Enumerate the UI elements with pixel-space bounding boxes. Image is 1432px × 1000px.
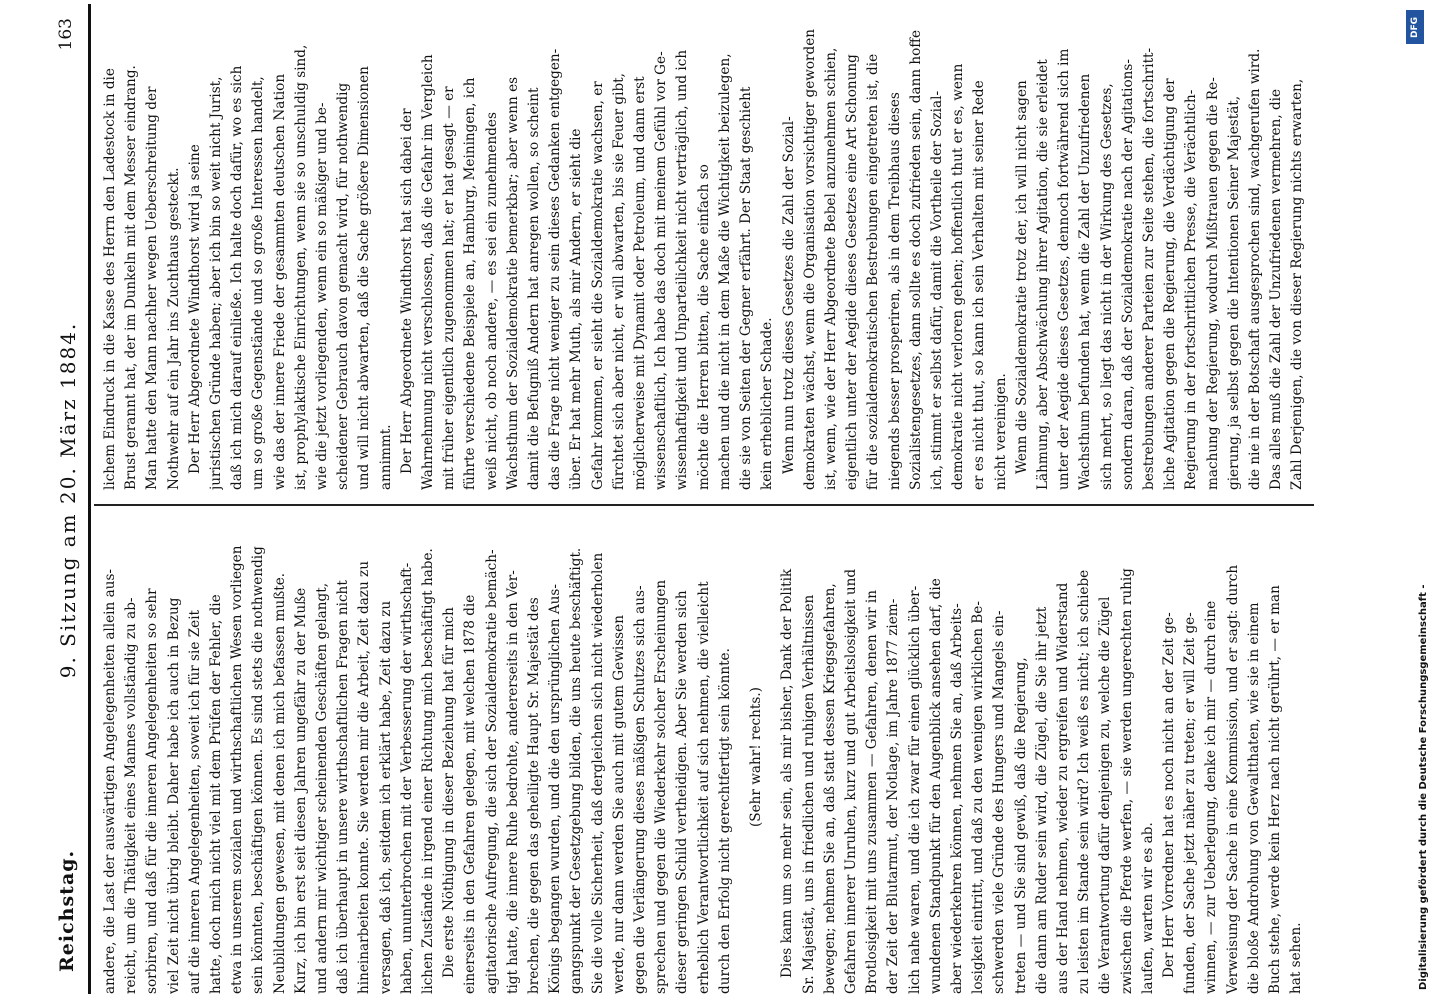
text-line: gangspunkt der Gesetzgebung bilden, die uns heute beschäftigt. [568, 547, 585, 994]
text-line: durch den Erfolg nicht gerechtfertigt sein könnte. [716, 648, 733, 994]
text-line: wie das der innere Friede der gesammten deutschen Nation [271, 73, 288, 490]
dfg-logo: DFG [1406, 10, 1424, 44]
text-line: versagen, daß ich, seitdem ich erklärt habe, Zeit dazu zu [377, 600, 394, 994]
text-line: unter der Aegide dieses Gesetzes, dennoch fortwährend sich im [1056, 48, 1073, 490]
text-line: Sr. Majestät, uns in friedlichen und ruhigen Verhältnissen [800, 594, 817, 994]
text-line: er es nicht thut, so kann ich sein Verhalten mit seiner Rede [971, 80, 988, 490]
text-line: Der Herr Vorredner hat es noch nicht an der Zeit ge- [1160, 612, 1177, 978]
text-line: aus der Hand nehmen, wieder zu ergreifen und Widerstand [1054, 582, 1071, 994]
text-line: lichen Zustände in irgend einer Richtung mich beschäftigt habe. [420, 548, 437, 994]
text-line: zu leisten im Stande sein wird? Ich weiß es nicht; ich schiebe [1076, 569, 1093, 994]
text-line: führte verschiedene Beispiele an, Hamburg, Meiningen, ich [462, 77, 479, 490]
text-line: nicht vereinigen. [992, 373, 1009, 490]
text-line: fürchtet sich aber nicht, er will abwarten, bis sie Feuer gibt, [610, 73, 627, 490]
text-line: die Verantwortung dafür denjenigen zu, welche die Zügel [1097, 596, 1114, 994]
text-line: Der Herr Abgeordnete Windthorst hat sich dabei der [398, 108, 415, 474]
text-line: sich mehrt, so liegt das nicht in der Wirkung des Gesetzes, [1098, 83, 1115, 490]
text-line: auf die inneren Angelegenheiten, soweit ich für sie Zeit [186, 609, 203, 994]
text-line: sorbiren, und daß für die inneren Angelegenheiten so sehr [144, 588, 161, 994]
text-line: wissenhaftigkeit und Unparteilichkeit nicht verträglich, und ich [674, 49, 691, 490]
text-line: Gefahren innerer Unruhen, kurz und gut Arbeitslosigkeit und [842, 568, 859, 994]
text-line: das die Frage nicht weniger zu sein dieses Gedanken entgegen- [547, 48, 564, 490]
text-line: aber wiederkehren können, nehmen Sie an, daß Arbeits- [948, 603, 965, 994]
text-line: Brust gerannt hat, der im Dunkeln mit dem Messer eindrang. [123, 65, 140, 490]
text-line: damit die Befugniß Andern hat anregen wollen, so scheint [526, 87, 543, 490]
text-line: Zahl Derjenigen, die von dieser Regierung nichts erwarten, [1289, 78, 1306, 490]
text-line: Man hatte den Mann nachher wegen Ueberschreitung der [144, 86, 161, 490]
text-line: Kurz, ich bin erst seit diesen Jahren ungefähr zu der Muße [292, 587, 309, 994]
text-line: Neubildungen gewesen, mit denen ich mich befassen mußte. [271, 572, 288, 994]
text-line: demokratie nicht verloren gehen; hoffentlich thut er es, wenn [950, 63, 967, 490]
text-line: machung der Regierung, wodurch Mißtrauen gegen die Re- [1204, 77, 1221, 490]
text-line: Die erste Nöthigung in dieser Beziehung hat für mich [441, 607, 458, 978]
text-line: mit früher eigentlich zugenommen hat; er hat gesagt — er [441, 86, 458, 490]
text-line: losigkeit eintritt, und daß zu den wenigen wirklichen Be- [970, 601, 987, 994]
text-line: scheidener Gebrauch davon gemacht wird, für nothwendig [335, 82, 352, 490]
text-line: treten — und Sie sind gewiß, daß die Regierung, [1012, 657, 1029, 994]
text-line: Der Herr Abgeordnete Windthorst wird ja seine [186, 144, 203, 474]
text-line: Buch stehe, werde kein Herz nach nicht gerührt, — er man [1266, 585, 1283, 994]
page-number: 163 [56, 18, 76, 51]
text-line: gierung, ja selbst gegen die Intentionen Seiner Majestät, [1225, 95, 1242, 490]
text-line: möglicherweise mit Dynamit oder Petroleum, und dann erst [632, 76, 649, 490]
text-line: Brotlosigkeit mit uns zusammen — Gefahren, denen wir in [864, 589, 881, 994]
text-line: Wenn die Sozialdemokratie trotz der, ich will nicht sagen [1013, 80, 1030, 474]
text-line: erheblich Verantwortlichkeit auf sich nehmen, die vielleicht [695, 581, 712, 994]
text-line [1309, 10, 1310, 490]
text-line: bestrebungen anderer Parteien zur Seite stehen, die fortschritt- [1140, 47, 1157, 490]
text-line: sprechen und gegen die Wiederkehr solcher Erscheinungen [653, 579, 670, 994]
text-line: wie die jetzt vorliegenden, wenn ein so mäßiger und be- [314, 102, 331, 490]
text-line: reicht, um die Thätigkeit eines Mannes vollständig zu ab- [123, 597, 140, 994]
text-line: daß ich überhaupt in unsere wirthschaftlichen Fragen nicht [335, 580, 352, 994]
text-line: machen und die nicht in dem Maße die Wichtigkeit beizulegen, [716, 53, 733, 490]
document-page [50, 0, 1320, 1000]
text-line: agitatorische Aufregung, die sich der Sozialdemokratie bemäch- [483, 549, 500, 994]
text-line: hatte, doch mich nicht viel mit dem Prüfen der Fehler, die [208, 594, 225, 994]
text-line: zwischen die Pferde werfen, — sie werden ungerechten ruhig [1118, 568, 1135, 994]
text-line: tigt hatte, die innere Ruhe bedrohte, andererseits in den Ver- [504, 570, 521, 994]
text-line: laufen, warten wir es ab. [1139, 822, 1156, 994]
text-line: Gefahr kommen, er sieht die Sozialdemokratie wachsen, er [589, 81, 606, 490]
text-line: die sie von Seiten der Gegner erfährt. Der Staat geschieht [738, 86, 755, 490]
text-line: Wachsthum der Sozialdemokratie bemerkbar; aber wenn es [504, 76, 521, 490]
header-left: Reichstag. [56, 849, 78, 972]
column-divider [94, 504, 1314, 506]
text-line: dieser geringen Schild vertheidigen. Aber Sie werden sich [674, 590, 691, 994]
text-line: demokraten wächst, wenn die Organisation vorsichtiger geworden [801, 28, 818, 490]
text-line: brechen, die gegen das geheiligte Haupt Sr. Majestät des [526, 597, 543, 994]
header-rule [88, 4, 91, 994]
left-column [100, 520, 1310, 994]
text-line: lich nahe waren, und die ich zwar für einen glücklich über- [906, 585, 923, 994]
text-line: ich, stimmt er selbst dafür, damit die Vortheile der Sozial- [928, 90, 945, 490]
text-line: werde, nur dann werden Sie auch mit gutem Gewissen [610, 615, 627, 994]
text-line: Nothwehr auf ein Jahr ins Zuchthaus gesteckt. [165, 167, 182, 490]
header-session-date: 9. Sitzung am 20. März 1884. [56, 321, 80, 679]
text-line: die nie in der Botschaft ausgesprochen sind, wachgerufen wird. [1246, 48, 1263, 490]
text-line: Lähmung, aber Abschwächung ihrer Agitation, die sie erleidet [1034, 59, 1051, 490]
attribution-text: Digitalisierung gefördert durch die Deutsche Forschungsgemeinschaft - [1418, 584, 1429, 990]
text-line: wissenschaftlich, Ich habe das doch mit meinem Gefühl vor Ge- [653, 51, 670, 490]
text-line: über. Er hat mehr Muth, als mir Andern, er sieht die [568, 128, 585, 490]
text-line: Dies kann um so mehr sein, als mir bisher, Dank der Politik [779, 568, 796, 978]
paragraph-gap [1307, 520, 1310, 994]
text-line: und will nicht abwarten, daß die Sache größere Dimensionen [356, 66, 373, 490]
text-line: gegen die Verlängerung dieses mäßigen Schutzes sich aus- [632, 585, 649, 994]
text-line: daß ich mich darauf einließe. Ich halte doch dafür, wo es sich [229, 65, 246, 490]
text-line: andere, die Last der auswärtigen Angelegenheiten allein aus- [102, 568, 118, 994]
text-line: winnen, — zur Ueberlegung, denke ich mir — durch eine [1203, 600, 1220, 994]
text-line: Wachsthum befunden hat, wenn die Zahl der Unzufriedenen [1077, 73, 1094, 490]
text-line: liche Agitation gegen die Regierung, die Verdächtigung der [1162, 78, 1179, 490]
text-line: Regierung in der fortschrittlichen Presse, die Verächtlich- [1183, 89, 1200, 490]
text-line: Das alles muß die Zahl der Unzufriedenen vermehren, die [1268, 88, 1285, 490]
text-line: der Zeit der Blutarmut, der Notlage, im Jahre 1877 ziem- [885, 598, 902, 994]
text-line: sondern daran, daß der Sozialdemokratie nach der Agitations- [1119, 59, 1136, 490]
page-header [50, 0, 90, 1000]
text-line: sein könnten, beschäftigen können. Es sind stets die nothwendig [250, 546, 267, 994]
paragraph-gap [736, 520, 746, 994]
paragraph-gap [767, 520, 777, 994]
text-line: weiß nicht, ob noch andere, — es sei ein zunehmendes [483, 112, 500, 490]
text-line: Sie die volle Sicherheit, daß dergleichen sich nicht wiederholen [589, 552, 606, 994]
text-line: kein erheblicher Schade. [759, 317, 776, 490]
text-line: die bloße Androhung von Gewaltthaten, wie sie in einem [1245, 602, 1262, 994]
text-line: ist, prophylaktische Einrichtungen, wenn sie so unschuldig sind, [292, 44, 309, 490]
text-line: ist, wenn, wie der Herr Abgeordnete Bebel anzunehmen schien, [822, 47, 839, 490]
text-line: juristischen Gründe haben; aber ich bin so weit nicht Jurist, [208, 76, 225, 490]
text-line: etwa in unserem sozialen und wirthschaftlichen Wesen vorliegen [229, 545, 246, 994]
text-line: einerseits in den Gefahren gelegen, mit welchen 1878 die [462, 594, 479, 994]
text-line: lichem Eindruck in die Kasse des Herrn den Ladestock in die [102, 68, 118, 490]
text-line: die dann am Ruder sein wird, die Zügel, die Sie ihr jetzt [1033, 606, 1050, 994]
text-line: und andern mir wichtiger scheinenden Geschäften gelangt, [314, 582, 331, 994]
text-line: haben, ununterbrochen mit der Verbesserung der wirthschaft- [398, 562, 415, 994]
text-line: bewegen; nehmen Sie an, daß statt dessen Kriegsgefahren, [821, 583, 838, 994]
text-line: niegends besser prosperiren, als in dem Treibhaus dieses [886, 92, 903, 490]
text-line: schwerden viele Gründe des Hungers und Mangels ein- [991, 610, 1008, 994]
right-column [100, 10, 1310, 490]
text-line: eigentlich unter der Aegide dieses Gesetzes eine Art Schonung [844, 54, 861, 490]
text-line: Verweisung der Sache in eine Kommission, und er sagt: durch [1224, 564, 1241, 994]
text-line: wundenen Standpunkt für den Augenblick ansehen darf, die [927, 578, 944, 994]
text-line: Wahrnehmung nicht verschlossen, daß die Gefahr im Vergleich [420, 54, 437, 490]
text-line: funden, der Sache jetzt näher zu treten; er will Zeit ge- [1182, 612, 1199, 994]
text-line: viel Zeit nicht übrig bleibt. Daher habe ich auch in Bezug [165, 597, 182, 994]
stage-remark: (Sehr wahr! rechts.) [748, 687, 765, 827]
text-line: um so große Gegenstände und so große Interessen handelt, [250, 76, 267, 490]
text-line: Königs begangen wurden, und die den ursprünglichen Aus- [547, 584, 564, 994]
text-line: möchte die Herren bitten, die Sache einfach so [695, 164, 712, 490]
text-line: Sozialistengesetzes, dann sollte es doch zufrieden sein, dann hoffe [907, 29, 924, 490]
text-line: Wenn nun trotz dieses Gesetzes die Zahl der Sozial- [780, 116, 797, 474]
text-line: hat sehen. [1288, 922, 1305, 994]
text-line: annimmt. [377, 424, 394, 490]
text-line: für die sozialdemokratischen Bestrebungen eingetreten ist, die [865, 53, 882, 490]
text-line: hineinarbeiten konnte. Sie werden mir die Arbeit, Zeit dazu zu [356, 561, 373, 994]
